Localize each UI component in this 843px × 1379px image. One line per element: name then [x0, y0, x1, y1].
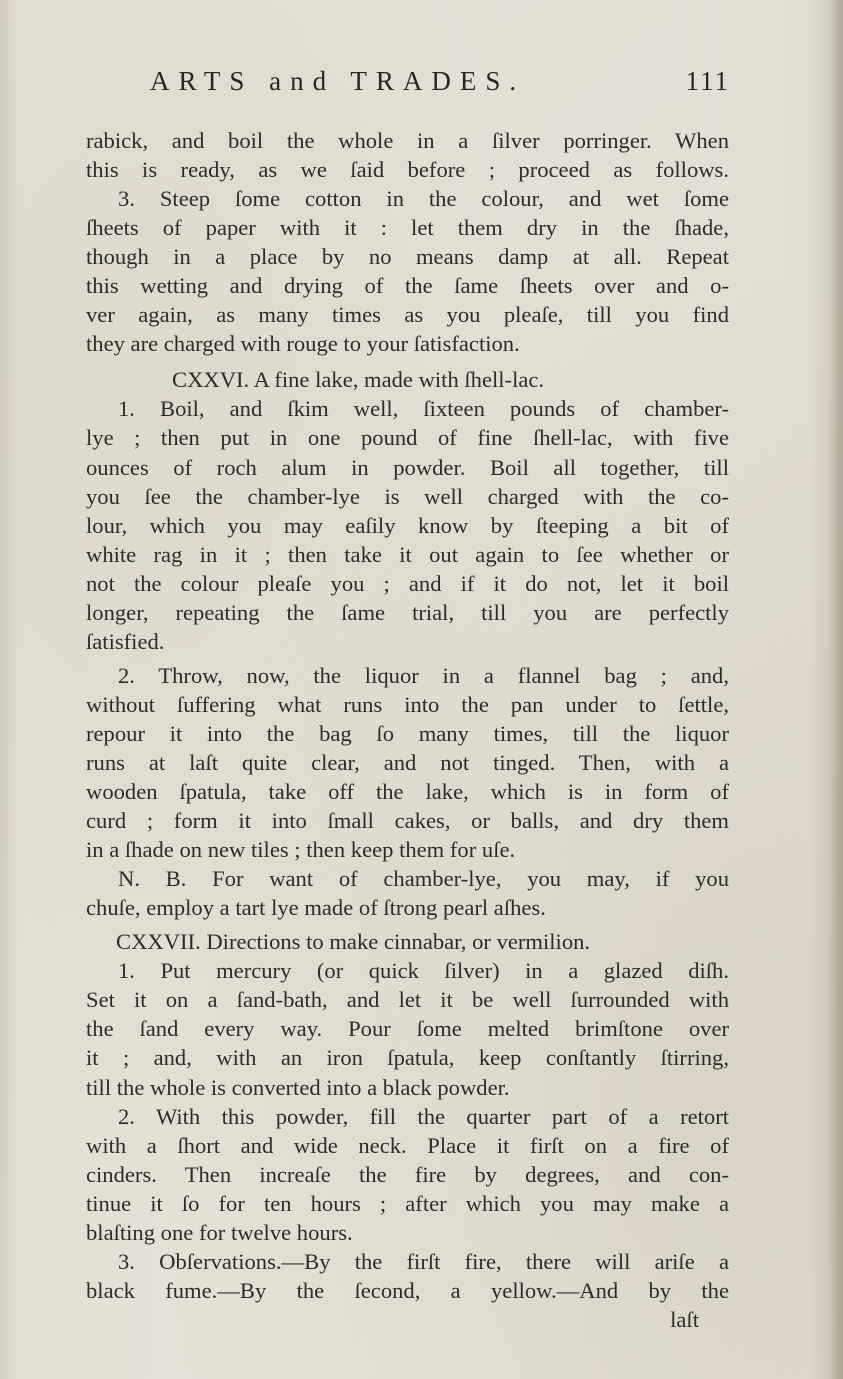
text-line: curd ; form it into ſmall cakes, or balls, and dry them [86, 808, 729, 834]
text-line: ſatisfied. [86, 628, 165, 654]
text-line: with a ſhort and wide neck. Place it firſt on a fire of [86, 1132, 729, 1158]
text-line: 2. Throw, now, the liquor in a flannel bag ; and, [118, 662, 729, 688]
text-line: without ſuffering what runs into the pan under to ſettle, [86, 691, 729, 717]
text-line: rabick, and boil the whole in a ſilver porringer. When [86, 128, 729, 153]
page-number: 111 [685, 66, 730, 96]
text-line: 1. Put mercury (or quick ſilver) in a glazed diſh. [118, 958, 729, 984]
text-line: it ; and, with an iron ſpatula, keep conſtantly ſtirring, [86, 1045, 729, 1071]
text-line: ver again, as many times as you pleaſe, till you find [86, 302, 729, 328]
text-line: 2. With this powder, fill the quarter part of a retort [118, 1103, 729, 1129]
text-line: N. B. For want of chamber-lye, you may, if you [118, 866, 729, 892]
text-line: black fume.—By the ſecond, a yellow.—And by the [86, 1277, 729, 1303]
text-line: tinue it ſo for ten hours ; after which you may make a [86, 1190, 729, 1216]
text-line: though in a place by no means damp at all. Repeat [86, 244, 729, 270]
text-line: repour it into the bag ſo many times, till the liquor [86, 720, 729, 746]
running-head-title: ARTS and TRADES. [150, 66, 526, 96]
text-line: ounces of roch alum in powder. Boil all together, till [86, 454, 729, 480]
text-line: the ſand every way. Pour ſome melted brimſtone over [86, 1016, 729, 1042]
text-line: not the colour pleaſe you ; and if it do not, let it boil [86, 570, 729, 596]
text-line: lye ; then put in one pound of fine ſhell-lac, with five [86, 425, 729, 451]
text-line: runs at laſt quite clear, and not tinged. Then, with a [86, 749, 729, 775]
text-line: you ſee the chamber-lye is well charged with the co- [86, 483, 729, 509]
running-head [150, 66, 730, 106]
text-line: blaſting one for twelve hours. [86, 1219, 353, 1245]
text-line: lour, which you may eaſily know by ſteeping a bit of [86, 512, 729, 538]
text-line: white rag in it ; then take it out again to ſee whether or [86, 541, 729, 567]
text-line: in a ſhade on new tiles ; then keep them for uſe. [86, 837, 516, 863]
text-line: cinders. Then increaſe the fire by degrees, and con- [86, 1161, 729, 1187]
text-line: Set it on a ſand-bath, and let it be well ſurrounded with [86, 987, 729, 1013]
text-line: longer, repeating the ſame trial, till you are perfectly [86, 599, 729, 625]
catchword: laſt [670, 1306, 699, 1332]
text-line: chuſe, employ a tart lye made of ſtrong pearl aſhes. [86, 895, 546, 921]
text-line: ſheets of paper with it : let them dry in the ſhade, [86, 215, 729, 241]
text-line: till the whole is converted into a black powder. [86, 1074, 510, 1100]
section-heading-cxxvii: CXXVII. Directions to make cinnabar, or vermilion. [116, 929, 591, 955]
text-line: this is ready, as we ſaid before ; proceed as follows. [86, 157, 729, 183]
text-line: 3. Obſervations.—By the firſt fire, there will ariſe a [118, 1248, 729, 1274]
body-text [86, 126, 729, 1334]
page-edge-shadow [829, 0, 843, 1379]
text-line: wooden ſpatula, take off the lake, which is in form of [86, 779, 729, 805]
text-line: 3. Steep ſome cotton in the colour, and wet ſome [118, 186, 729, 212]
text-line: 1. Boil, and ſkim well, ſixteen pounds of chamber- [118, 396, 729, 422]
text-line: they are charged with rouge to your ſatisfaction. [86, 331, 520, 357]
section-heading-cxxvi: CXXVI. A fine lake, made with ſhell-lac. [172, 367, 545, 393]
text-line: this wetting and drying of the ſame ſheets over and o- [86, 273, 729, 299]
